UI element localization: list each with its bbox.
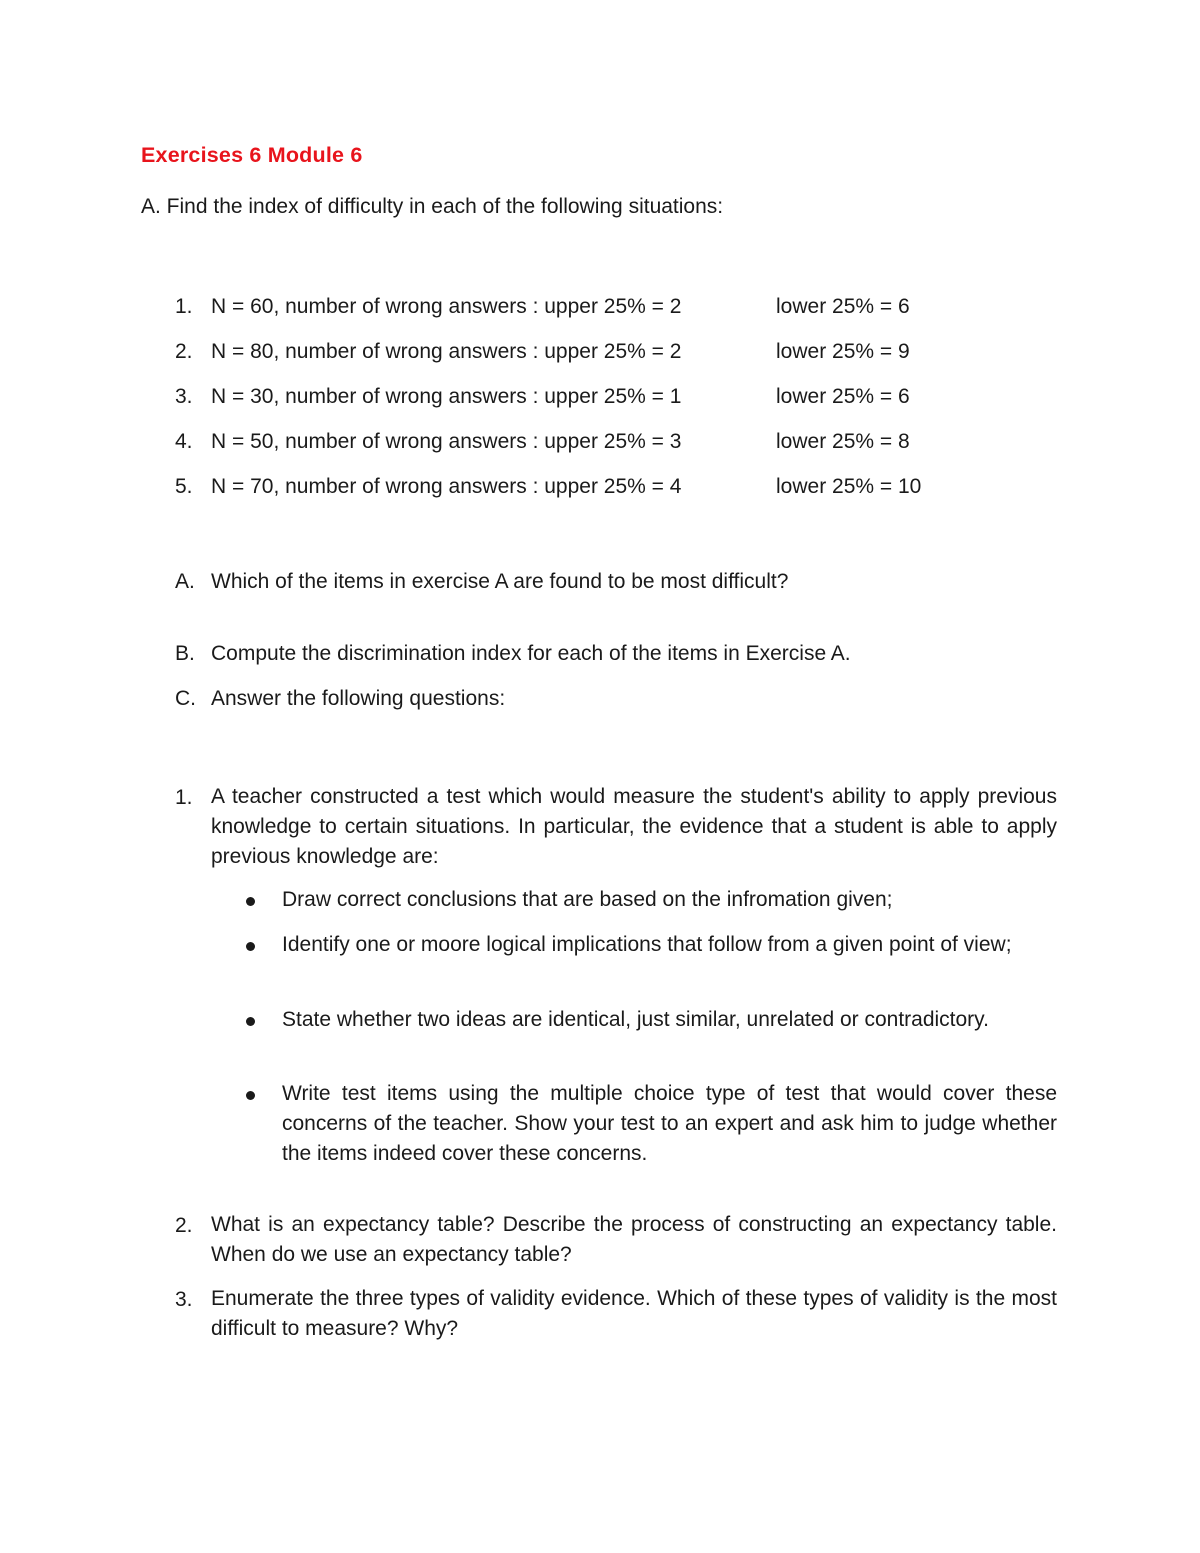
situation-text: N = 80, number of wrong answers : upper 25% = 2 [211,340,682,363]
situation-text: N = 30, number of wrong answers : upper 25% = 1 [211,385,682,408]
question-text: A teacher constructed a test which would measure the student's ability to apply previous knowledge to certain situations. In particular, the evidence that a student is able to apply previous knowledge are: [211,785,1057,868]
list-number: 3. [175,1288,193,1311]
list-letter: C. [175,687,196,710]
situation-text: N = 50, number of wrong answers : upper 25% = 3 [211,430,682,453]
situation-text: N = 60, number of wrong answers : upper 25% = 2 [211,295,682,318]
situation-lower: lower 25% = 10 [776,475,922,498]
bullet-text: Draw correct conclusions that are based on the infromation given; [282,888,893,911]
bullet-text: Write test items using the multiple choice type of test that would cover these concerns of the teacher. Show your test to an expert and ask him to judge whether the items indeed cover these concerns. [282,1082,1057,1165]
lettered-text: Compute the discrimination index for each of the items in Exercise A. [211,642,851,665]
lettered-text: Answer the following questions: [211,687,506,710]
list-number: 4. [175,430,193,453]
situation-lower: lower 25% = 6 [776,295,910,318]
page-title: Exercises 6 Module 6 [141,143,363,167]
list-letter: A. [175,570,195,593]
list-number: 2. [175,340,193,363]
list-number: 5. [175,475,193,498]
situation-lower: lower 25% = 6 [776,385,910,408]
list-number: 1. [175,786,193,809]
section-a-intro: A. Find the index of difficulty in each of the following situations: [141,195,724,218]
list-letter: B. [175,642,195,665]
bullet-icon [246,942,255,951]
situation-lower: lower 25% = 9 [776,340,910,363]
list-number: 1. [175,295,193,318]
bullet-icon [246,1017,255,1026]
situation-lower: lower 25% = 8 [776,430,910,453]
bullet-icon [246,897,255,906]
bullet-icon [246,1091,255,1100]
bullet-text: State whether two ideas are identical, just similar, unrelated or contradictory. [282,1008,989,1031]
lettered-text: Which of the items in exercise A are found to be most difficult? [211,570,789,593]
bullet-text: Identify one or moore logical implications that follow from a given point of view; [282,933,1012,956]
question-text: What is an expectancy table? Describe the process of constructing an expectancy table. When do we use an expectancy table? [211,1213,1057,1266]
question-text: Enumerate the three types of validity evidence. Which of these types of validity is the most difficult to measure? Why? [211,1287,1057,1340]
list-number: 3. [175,385,193,408]
list-number: 2. [175,1214,193,1237]
situation-text: N = 70, number of wrong answers : upper 25% = 4 [211,475,682,498]
